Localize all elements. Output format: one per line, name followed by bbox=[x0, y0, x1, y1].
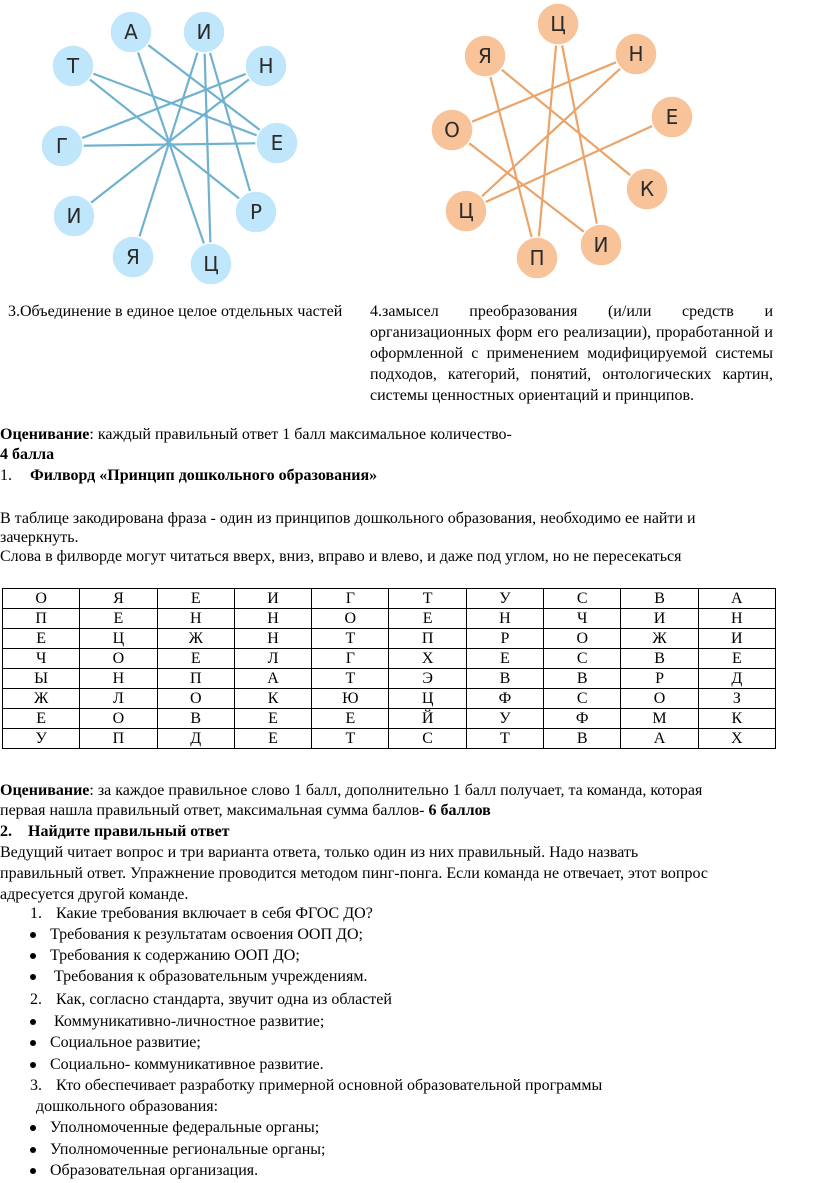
answer-option-label: Требования к содержанию ООП ДО; bbox=[50, 947, 300, 964]
diagram-right-node bbox=[580, 224, 622, 266]
grid-cell: Р bbox=[621, 669, 698, 689]
task1-number: 1. bbox=[0, 467, 12, 484]
grid-cell: Ч bbox=[3, 649, 80, 669]
scoring2-text: : за каждое правильное слово 1 балл, дополнительно 1 балл получает, та команда, которая bbox=[89, 782, 703, 799]
diagram-right-node-letter: Ц bbox=[550, 12, 566, 36]
grid-cell: У bbox=[3, 729, 80, 749]
grid-cell: Ч bbox=[544, 609, 621, 629]
diagram-right bbox=[400, 0, 720, 290]
question-number: 1. bbox=[30, 905, 42, 922]
scoring2-label: Оценивание bbox=[0, 782, 90, 799]
answer-option-label: Социально- коммуникативное развитие. bbox=[50, 1056, 324, 1073]
definition-3: 3.Объединение в единое целое отдельных частей bbox=[8, 303, 343, 320]
question-text: Кто обеспечивает разработку примерной основной образовательной программы bbox=[56, 1077, 603, 1094]
table-row bbox=[3, 689, 776, 709]
grid-cell: Е bbox=[698, 649, 775, 669]
scoring2-line2 bbox=[0, 801, 491, 821]
table-row bbox=[3, 729, 776, 749]
grid-cell: Т bbox=[312, 629, 389, 649]
task2-line3: адресуется другой команде. bbox=[0, 886, 189, 903]
diagram-right-node-letter: И bbox=[593, 233, 609, 257]
grid-cell: И bbox=[234, 589, 311, 609]
grid-cell: Н bbox=[466, 609, 543, 629]
question-2 bbox=[30, 990, 392, 1010]
grid-cell: А bbox=[698, 589, 775, 609]
grid-cell: С bbox=[544, 589, 621, 609]
diagram-left-node bbox=[245, 45, 287, 87]
diagram-left-node-letter: Е bbox=[270, 131, 284, 155]
diagram-left-node bbox=[110, 11, 152, 53]
grid-cell: Х bbox=[389, 649, 466, 669]
grid-cell: Л bbox=[234, 649, 311, 669]
task2-line1: Ведущий читает вопрос и три варианта ответа, только один из них правильный. Надо назвать bbox=[0, 844, 639, 861]
answer-option-label: Коммуникативно-личностное развитие; bbox=[50, 1013, 325, 1030]
answer-option[interactable] bbox=[30, 1118, 319, 1138]
grid-cell: Т bbox=[312, 729, 389, 749]
grid-cell: Ф bbox=[466, 689, 543, 709]
grid-cell: О bbox=[80, 709, 157, 729]
bullet-icon bbox=[30, 1168, 36, 1174]
grid-cell: Ц bbox=[80, 629, 157, 649]
task2-title: Найдите правильный ответ bbox=[28, 823, 230, 840]
diagram-right-node bbox=[615, 33, 657, 75]
diagram-left-connection bbox=[62, 143, 277, 146]
diagram-left-node-letter: Р bbox=[249, 200, 263, 224]
diagram-right-connection bbox=[537, 24, 558, 258]
answer-option[interactable] bbox=[30, 1140, 326, 1160]
grid-cell: Д bbox=[157, 729, 234, 749]
grid-cell: Е bbox=[80, 609, 157, 629]
grid-cell: Н bbox=[234, 609, 311, 629]
task2-number: 2. bbox=[0, 823, 12, 840]
scoring2-max: 6 баллов bbox=[428, 802, 491, 819]
bullet-icon bbox=[30, 1062, 36, 1068]
task1-para2: Слова в филворде могут читаться вверх, вниз, вправо и влево, и даже под углом, но не пересекаться bbox=[0, 548, 682, 565]
diagram-left-node bbox=[183, 11, 225, 53]
diagram-left-connection bbox=[73, 66, 277, 143]
answer-option-label: Уполномоченные региональные органы; bbox=[50, 1141, 326, 1158]
question-number: 3. bbox=[30, 1077, 42, 1094]
diagram-right-node-letter: Н bbox=[628, 42, 644, 66]
diagram-left-node-letter: Г bbox=[55, 134, 69, 158]
answer-option[interactable] bbox=[30, 1033, 201, 1053]
answer-option-label: Образовательная организация. bbox=[50, 1162, 259, 1179]
answer-option[interactable] bbox=[30, 1161, 258, 1181]
diagram-left-connection bbox=[204, 32, 211, 264]
grid-cell: М bbox=[621, 709, 698, 729]
grid-cell: З bbox=[698, 689, 775, 709]
scoring2-line2-text: первая нашла правильный ответ, максимальная сумма баллов- bbox=[0, 802, 429, 819]
diagram-right-node bbox=[464, 35, 506, 77]
grid-cell: О bbox=[3, 589, 80, 609]
grid-cell: В bbox=[621, 589, 698, 609]
diagram-left-node-letter: Ц bbox=[203, 252, 219, 276]
question-text-continued: дошкольного образования: bbox=[36, 1098, 219, 1115]
bullet-icon bbox=[30, 1147, 36, 1153]
grid-cell: Е bbox=[3, 709, 80, 729]
diagram-right-node bbox=[445, 190, 487, 232]
grid-cell: О bbox=[157, 689, 234, 709]
scoring-points bbox=[0, 445, 54, 465]
diagram-left-connection bbox=[73, 66, 256, 212]
grid-cell: О bbox=[544, 629, 621, 649]
diagram-left bbox=[0, 0, 340, 290]
diagram-right-connection bbox=[485, 56, 647, 189]
grid-cell: Е bbox=[157, 649, 234, 669]
grid-cell: У bbox=[466, 589, 543, 609]
scoring2-line1 bbox=[0, 781, 702, 801]
bullet-icon bbox=[30, 953, 36, 959]
grid-cell: Д bbox=[698, 669, 775, 689]
diagram-right-node bbox=[651, 96, 693, 138]
grid-cell: П bbox=[389, 629, 466, 649]
task1-title: Филворд «Принцип дошкольного образования» bbox=[30, 467, 378, 484]
scoring-line-1 bbox=[0, 425, 512, 445]
diagram-right-node-letter: Ц bbox=[458, 199, 474, 223]
diagram-left-node-letter: Я bbox=[126, 245, 140, 269]
grid-cell: Ф bbox=[544, 709, 621, 729]
grid-cell: Е bbox=[389, 609, 466, 629]
diagram-left-node-letter: И bbox=[196, 20, 212, 44]
bullet-icon bbox=[30, 1019, 36, 1025]
grid-cell: О bbox=[621, 689, 698, 709]
grid-cell: О bbox=[80, 649, 157, 669]
grid-cell: Е bbox=[3, 629, 80, 649]
diagram-right-node-letter: П bbox=[529, 246, 545, 270]
answer-option[interactable] bbox=[30, 967, 367, 987]
grid-cell: Н bbox=[157, 609, 234, 629]
table-row bbox=[3, 709, 776, 729]
grid-cell: Е bbox=[234, 709, 311, 729]
grid-cell: Е bbox=[466, 649, 543, 669]
diagram-left-connection bbox=[62, 66, 266, 146]
answer-option-label: Социальное развитие; bbox=[50, 1034, 201, 1051]
grid-cell: Ж bbox=[621, 629, 698, 649]
question-text: Как, согласно стандарта, звучит одна из областей bbox=[56, 991, 392, 1008]
diagram-left-node-letter: И bbox=[66, 204, 82, 228]
grid-cell: Р bbox=[466, 629, 543, 649]
diagram-left-connection bbox=[131, 32, 211, 264]
grid-cell: Ы bbox=[3, 669, 80, 689]
grid-cell: Н bbox=[80, 669, 157, 689]
question-3 bbox=[30, 1076, 602, 1096]
bullet-icon bbox=[30, 932, 36, 938]
diagram-left-node bbox=[256, 122, 298, 164]
grid-cell: Й bbox=[389, 709, 466, 729]
diagram-left-node-letter: А bbox=[124, 20, 138, 44]
diagram-right-node bbox=[516, 237, 558, 279]
answer-option-label: Требования к результатам освоения ООП ДО; bbox=[50, 926, 363, 943]
diagram-right-connection bbox=[558, 24, 601, 245]
diagram-right-node-letter: Я bbox=[478, 44, 492, 68]
answer-option[interactable] bbox=[30, 1012, 324, 1032]
grid-cell: Л bbox=[80, 689, 157, 709]
question-1 bbox=[30, 904, 373, 924]
grid-cell: Н bbox=[698, 609, 775, 629]
grid-cell: Ж bbox=[157, 629, 234, 649]
grid-cell: В bbox=[621, 649, 698, 669]
task2-line2: правильный ответ. Упражнение проводится методом пинг-понга. Если команда не отвечает, этот вопрос bbox=[0, 865, 708, 882]
answer-option-label: Уполномоченные федеральные органы; bbox=[50, 1119, 320, 1136]
grid-cell: К bbox=[698, 709, 775, 729]
table-row bbox=[3, 629, 776, 649]
scoring-label: Оценивание bbox=[0, 426, 90, 443]
grid-cell: А bbox=[621, 729, 698, 749]
grid-cell: П bbox=[157, 669, 234, 689]
grid-cell: Е bbox=[312, 709, 389, 729]
grid-cell: С bbox=[389, 729, 466, 749]
table-row bbox=[3, 649, 776, 669]
answer-option[interactable] bbox=[30, 925, 363, 945]
grid-cell: И bbox=[698, 629, 775, 649]
definition-4: 4.замысел преобразования (и/или средств и организационных форм его реализации), проработанной и оформленной с применением модифицируемой системы подходов, категорий, понятий, онтологических картин, системы ценностных ориентаций и принципов. bbox=[370, 303, 773, 404]
diagram-right-connection bbox=[485, 56, 537, 258]
question-number: 2. bbox=[30, 991, 42, 1008]
grid-cell: В bbox=[544, 669, 621, 689]
table-row bbox=[3, 669, 776, 689]
task1-para1-line2: зачеркнуть. bbox=[0, 529, 79, 546]
diagram-right-node-letter: Е bbox=[665, 105, 679, 129]
grid-cell: Е bbox=[157, 589, 234, 609]
grid-cell: Я bbox=[80, 589, 157, 609]
grid-cell: В bbox=[157, 709, 234, 729]
answer-option[interactable] bbox=[30, 946, 300, 966]
answer-option-label: Требования к образовательным учреждениям. bbox=[50, 968, 368, 985]
diagram-left-node bbox=[235, 191, 277, 233]
diagram-left-node bbox=[52, 45, 94, 87]
task1-heading bbox=[0, 466, 377, 486]
grid-cell: И bbox=[621, 609, 698, 629]
table-row bbox=[3, 589, 776, 609]
diagram-right-node bbox=[626, 168, 668, 210]
bullet-icon bbox=[30, 1125, 36, 1131]
grid-cell: Ю bbox=[312, 689, 389, 709]
table-row bbox=[3, 609, 776, 629]
grid-cell: Э bbox=[389, 669, 466, 689]
scoring-points-value: 4 балла bbox=[0, 446, 55, 463]
grid-cell: С bbox=[544, 649, 621, 669]
grid-cell: Т bbox=[312, 669, 389, 689]
bullet-icon bbox=[30, 1040, 36, 1046]
grid-cell: О bbox=[312, 609, 389, 629]
bullet-icon bbox=[30, 974, 36, 980]
grid-cell: В bbox=[544, 729, 621, 749]
grid-cell: Х bbox=[698, 729, 775, 749]
grid-cell: Е bbox=[234, 729, 311, 749]
question-text: Какие требования включает в себя ФГОС ДО? bbox=[56, 905, 373, 922]
grid-cell: Н bbox=[234, 629, 311, 649]
grid-cell: Ц bbox=[389, 689, 466, 709]
diagram-left-node-letter: Н bbox=[258, 54, 274, 78]
diagram-left-node bbox=[41, 125, 83, 167]
diagram-left-node-letter: Т bbox=[66, 54, 80, 78]
grid-cell: К bbox=[234, 689, 311, 709]
diagram-right-node bbox=[537, 3, 579, 45]
grid-cell: Т bbox=[466, 729, 543, 749]
diagram-right-node bbox=[431, 109, 473, 151]
scoring-text: : каждый правильный ответ 1 балл максимальное количество- bbox=[89, 426, 512, 443]
answer-option[interactable] bbox=[30, 1055, 324, 1075]
diagram-left-node bbox=[53, 195, 95, 237]
grid-cell: Т bbox=[389, 589, 466, 609]
grid-cell: У bbox=[466, 709, 543, 729]
task1-para1-line1: В таблице закодирована фраза - один из принципов дошкольного образования, необходимо ее найти и bbox=[0, 510, 696, 527]
grid-cell: Г bbox=[312, 649, 389, 669]
diagram-right-node-letter: О bbox=[444, 118, 460, 142]
grid-cell: В bbox=[466, 669, 543, 689]
diagram-left-node bbox=[190, 243, 232, 285]
grid-cell: П bbox=[80, 729, 157, 749]
task2-heading bbox=[0, 822, 230, 842]
grid-cell: Ж bbox=[3, 689, 80, 709]
grid-cell: С bbox=[544, 689, 621, 709]
grid-cell: Г bbox=[312, 589, 389, 609]
diagram-left-node bbox=[112, 236, 154, 278]
grid-cell: А bbox=[234, 669, 311, 689]
word-grid bbox=[2, 588, 776, 749]
grid-cell: П bbox=[3, 609, 80, 629]
diagram-right-node-letter: К bbox=[639, 177, 655, 201]
